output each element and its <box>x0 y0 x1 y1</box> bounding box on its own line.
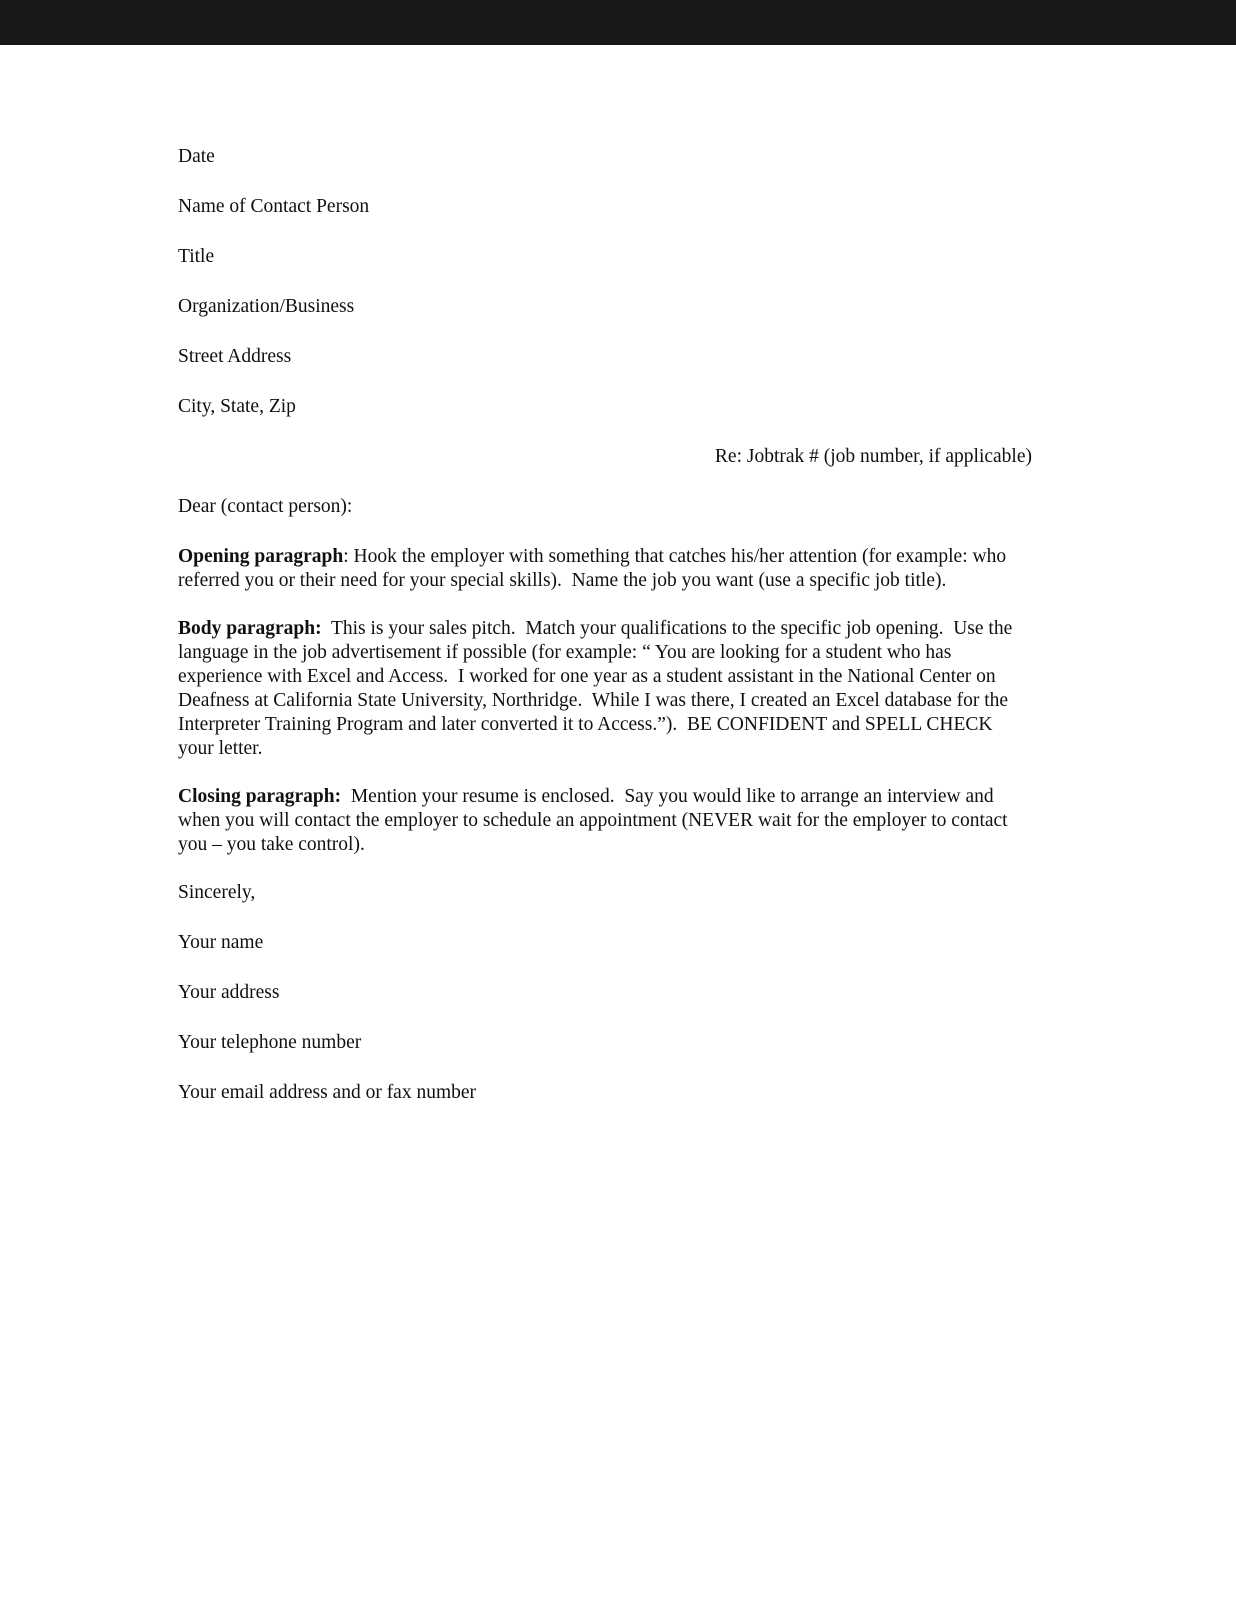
your-email-fax-line: Your email address and or fax number <box>178 1082 477 1103</box>
body-paragraph-label: Body paragraph: <box>178 618 322 639</box>
top-bar <box>0 0 1236 45</box>
closing-paragraph-text: Mention your resume is enclosed. Say you would like to arrange an interview and when you will contact the employer to schedule an appointment (NEVER wait for the employer to contact you – you take control). <box>178 786 1013 855</box>
salutation: Dear (contact person): <box>178 496 353 517</box>
closing-paragraph-label: Closing paragraph: <box>178 786 342 807</box>
your-address-line: Your address <box>178 982 280 1003</box>
opening-paragraph-label: Opening paragraph <box>178 546 344 567</box>
body-paragraph <box>178 617 1032 761</box>
body-paragraph-text: This is your sales pitch. Match your qualifications to the specific job opening. Use the language in the job advertisement if possible (for example: “ You are looking for a student who has experience with Excel and Access. I worked for one year as a student assistant in the National Center on Deafness at California State University, Northridge. While I was there, I created an Excel database for the Interpreter Training Program and later converted it to Access.”). BE CONFIDENT and SPELL CHECK your letter. <box>178 618 1018 759</box>
date-line: Date <box>178 146 215 167</box>
opening-paragraph <box>178 545 1032 593</box>
your-telephone-line: Your telephone number <box>178 1032 362 1053</box>
recipient-block <box>178 145 1032 419</box>
re-subject-line: Re: Jobtrak # (job number, if applicable) <box>714 446 1032 467</box>
sincerely-line: Sincerely, <box>178 882 256 903</box>
title-line: Title <box>178 246 215 267</box>
signature-block <box>178 881 1032 1105</box>
organization-line: Organization/Business <box>178 296 355 317</box>
your-name-line: Your name <box>178 932 264 953</box>
letter-page <box>0 45 1236 1251</box>
contact-name-line: Name of Contact Person <box>178 196 370 217</box>
street-address-line: Street Address <box>178 346 292 367</box>
city-state-zip-line: City, State, Zip <box>178 396 296 417</box>
opening-paragraph-text: : Hook the employer with something that catches his/her attention (for example: who referred you or their need for your special skills). Name the job you want (use a specific job title). <box>178 546 1011 591</box>
closing-paragraph <box>178 785 1032 857</box>
